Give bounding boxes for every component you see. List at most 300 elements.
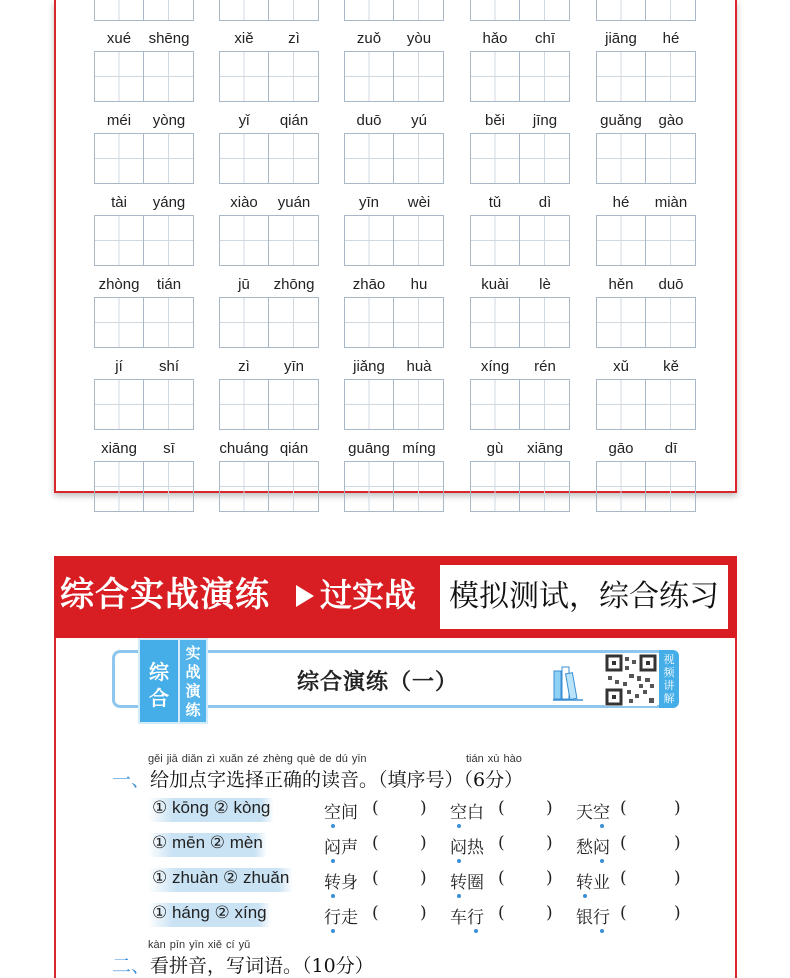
pinyin-syllable: tǔ	[488, 194, 502, 211]
tian-grid-box[interactable]	[470, 133, 520, 184]
tian-grid-box[interactable]	[520, 461, 570, 512]
pinyin-syllable: sī	[163, 440, 175, 457]
tian-grid-box[interactable]	[219, 133, 269, 184]
pinyin-syllable: zhòng	[98, 276, 140, 293]
video-tab-char: 讲	[663, 679, 675, 692]
answer-blank-open[interactable]: (	[620, 798, 627, 818]
writing-boxes[interactable]	[596, 379, 696, 430]
pinyin-syllable: rén	[534, 358, 556, 375]
word-item	[576, 903, 610, 928]
tian-grid-box[interactable]	[94, 215, 144, 266]
pinyin-syllable: xiào	[230, 194, 258, 211]
pinyin-syllable: wèi	[407, 194, 431, 211]
pinyin-label	[94, 274, 194, 296]
pinyin-syllable: gāo	[608, 440, 634, 457]
tian-grid-box[interactable]	[596, 51, 646, 102]
pinyin-label	[94, 28, 194, 50]
exercise-page	[54, 638, 737, 978]
tian-grid-box[interactable]	[94, 51, 144, 102]
pinyin-syllable: xué	[106, 30, 132, 47]
answer-blank-open[interactable]: (	[372, 868, 379, 888]
writing-boxes[interactable]	[219, 461, 319, 512]
tian-grid-box[interactable]	[269, 0, 319, 21]
pinyin-syllable: qián	[279, 440, 309, 457]
dotted-char: 转	[324, 873, 341, 893]
question2-heading	[112, 951, 374, 978]
tian-grid-box[interactable]	[596, 379, 646, 430]
word-char: 身	[341, 873, 358, 893]
tian-grid-box[interactable]	[596, 297, 646, 348]
pinyin-syllable: běi	[484, 112, 506, 129]
tian-grid-box[interactable]	[646, 215, 696, 266]
banner-subtitle: 过实战	[320, 576, 417, 614]
tian-grid-box[interactable]	[344, 297, 394, 348]
question1-number: 一、	[112, 769, 151, 791]
word-item	[324, 833, 358, 858]
tian-grid-box[interactable]	[94, 0, 144, 21]
tian-grid-box[interactable]	[219, 461, 269, 512]
writing-boxes[interactable]	[219, 51, 319, 102]
pinyin-syllable: yú	[411, 112, 427, 129]
pinyin-label	[344, 192, 444, 214]
ribbon-small-char: 实	[185, 644, 201, 662]
pinyin-syllable: xíng	[480, 358, 510, 375]
tian-grid-box[interactable]	[144, 297, 194, 348]
tian-grid-box[interactable]	[646, 51, 696, 102]
pinyin-syllable: yīn	[283, 358, 304, 375]
answer-blank-open[interactable]: (	[620, 833, 627, 853]
answer-blank-open[interactable]: (	[372, 903, 379, 923]
answer-blank-close[interactable]: )	[546, 903, 553, 923]
answer-blank-open[interactable]: (	[620, 868, 627, 888]
pinyin-syllable: hěn	[608, 276, 634, 293]
writing-boxes[interactable]	[596, 133, 696, 184]
dotted-char: 闷	[324, 838, 341, 858]
writing-boxes[interactable]	[94, 133, 194, 184]
pinyin-syllable: jū	[238, 276, 250, 293]
word-char: 业	[593, 873, 610, 893]
pinyin-syllable: duō	[658, 276, 684, 293]
worksheet-row	[56, 274, 735, 356]
word-char: 愁	[576, 838, 593, 858]
pinyin-syllable: yīn	[358, 194, 379, 211]
word-char: 天	[576, 803, 593, 823]
pinyin-label	[344, 274, 444, 296]
writing-boxes[interactable]	[219, 297, 319, 348]
writing-boxes[interactable]	[344, 379, 444, 430]
pinyin-syllable: zhāo	[352, 276, 386, 293]
dotted-char: 转	[576, 873, 593, 893]
pinyin-label	[94, 192, 194, 214]
tian-grid-box[interactable]	[94, 461, 144, 512]
pinyin-label	[344, 28, 444, 50]
pinyin-syllable: yòu	[406, 30, 432, 47]
pinyin-label	[596, 438, 696, 460]
pinyin-syllable: yòng	[152, 112, 186, 129]
tian-grid-box[interactable]	[646, 0, 696, 21]
pinyin-syllable: chuáng	[219, 440, 269, 457]
writing-boxes[interactable]	[344, 133, 444, 184]
dotted-char: 闷	[593, 838, 610, 858]
pinyin-syllable: shí	[158, 358, 179, 375]
pinyin-syllable: zuǒ	[356, 30, 382, 47]
tian-grid-box[interactable]	[646, 461, 696, 512]
video-tab-char: 视	[663, 653, 675, 666]
tian-grid-box[interactable]	[144, 215, 194, 266]
pinyin-syllable: xiāng	[527, 440, 563, 457]
tian-grid-box[interactable]	[219, 297, 269, 348]
pinyin-label	[219, 274, 319, 296]
tian-grid-box[interactable]	[94, 133, 144, 184]
tian-grid-box[interactable]	[394, 0, 444, 21]
pinyin-syllable: hé	[662, 30, 680, 47]
books-icon	[551, 663, 585, 703]
word-item	[450, 903, 484, 928]
pinyin-syllable: qián	[279, 112, 309, 129]
tian-grid-box[interactable]	[344, 461, 394, 512]
pinyin-syllable: méi	[106, 112, 132, 129]
tian-grid-box[interactable]	[646, 133, 696, 184]
tian-grid-box[interactable]	[394, 133, 444, 184]
tian-grid-box[interactable]	[596, 461, 646, 512]
tian-grid-box[interactable]	[144, 51, 194, 102]
answer-blank-open[interactable]: (	[372, 833, 379, 853]
banner-tagline: 模拟测试，综合练习	[440, 565, 728, 629]
pinyin-syllable: kuài	[481, 276, 509, 293]
writing-boxes[interactable]	[470, 0, 570, 21]
pinyin-syllable: jiǎng	[353, 358, 385, 375]
pinyin-label	[219, 192, 319, 214]
writing-boxes[interactable]	[596, 215, 696, 266]
question1-pinyin-fill: tián xù hào	[466, 753, 522, 765]
tian-grid-box[interactable]	[269, 51, 319, 102]
worksheet-row	[56, 356, 735, 438]
pinyin-label	[470, 192, 570, 214]
word-item	[450, 798, 484, 823]
tian-grid-box[interactable]	[596, 0, 646, 21]
word-item	[324, 868, 358, 893]
word-char: 声	[341, 838, 358, 858]
tian-grid-box[interactable]	[219, 51, 269, 102]
writing-boxes[interactable]	[219, 379, 319, 430]
word-char: 白	[467, 803, 484, 823]
dotted-char: 行	[467, 908, 484, 928]
pinyin-label	[344, 438, 444, 460]
pinyin-label	[219, 438, 319, 460]
pinyin-syllable: hǎo	[482, 30, 508, 47]
tian-grid-box[interactable]	[470, 215, 520, 266]
section-banner	[54, 556, 737, 638]
tian-grid-box[interactable]	[394, 379, 444, 430]
pinyin-syllable: shēng	[148, 30, 190, 47]
answer-blank-close[interactable]: )	[420, 868, 427, 888]
writing-boxes[interactable]	[470, 379, 570, 430]
tian-grid-box[interactable]	[520, 379, 570, 430]
tian-grid-box[interactable]	[269, 133, 319, 184]
pinyin-label	[470, 438, 570, 460]
pinyin-syllable: zì	[238, 358, 250, 375]
question2-pinyin: kàn pīn yīn xiě cí yǔ	[148, 939, 251, 951]
writing-boxes[interactable]	[470, 461, 570, 512]
worksheet-row	[56, 28, 735, 110]
option-row	[148, 868, 708, 898]
answer-blank-close[interactable]: )	[546, 868, 553, 888]
tian-grid-box[interactable]	[596, 215, 646, 266]
tian-grid-box[interactable]	[269, 215, 319, 266]
pinyin-label	[596, 110, 696, 132]
partial-row-top	[56, 0, 735, 20]
word-char: 走	[341, 908, 358, 928]
word-item	[576, 798, 610, 823]
pinyin-label	[219, 110, 319, 132]
word-item	[450, 868, 484, 893]
tian-grid-box[interactable]	[520, 0, 570, 21]
pinyin-label	[94, 438, 194, 460]
writing-boxes[interactable]	[344, 461, 444, 512]
exercise-title: 综合演练（一）	[297, 670, 459, 695]
ribbon-side	[180, 638, 208, 724]
word-char: 热	[467, 838, 484, 858]
writing-boxes[interactable]	[596, 297, 696, 348]
pinyin-syllable: tián	[156, 276, 182, 293]
option-row	[148, 833, 708, 863]
writing-boxes[interactable]	[596, 461, 696, 512]
tian-grid-box[interactable]	[646, 297, 696, 348]
writing-boxes[interactable]	[344, 215, 444, 266]
answer-blank-open[interactable]: (	[498, 833, 505, 853]
pinyin-syllable: yáng	[152, 194, 186, 211]
tian-grid-box[interactable]	[470, 297, 520, 348]
tian-grid-box[interactable]	[470, 0, 520, 21]
ribbon-small-char: 演	[185, 682, 201, 700]
pinyin-syllable: hu	[410, 276, 428, 293]
writing-boxes[interactable]	[94, 297, 194, 348]
reading-choices: ① zhuàn ② zhuǎn	[148, 868, 293, 892]
tian-grid-box[interactable]	[219, 215, 269, 266]
ribbon-small-char: 战	[185, 663, 201, 681]
banner-title: 综合实战演练	[60, 575, 270, 615]
tian-grid-box[interactable]	[520, 51, 570, 102]
question1-text: 给加点字选择正确的读音。（填序号）（6分）	[150, 769, 524, 791]
tian-grid-box[interactable]	[470, 379, 520, 430]
question2-number: 二、	[112, 955, 151, 977]
writing-boxes[interactable]	[219, 133, 319, 184]
tian-grid-box[interactable]	[344, 215, 394, 266]
writing-boxes[interactable]	[94, 0, 194, 21]
pinyin-syllable: yuán	[277, 194, 311, 211]
pinyin-label	[344, 356, 444, 378]
pinyin-syllable: miàn	[654, 194, 688, 211]
ribbon-char: 合	[149, 686, 169, 710]
answer-blank-open[interactable]: (	[498, 868, 505, 888]
pinyin-syllable: chī	[534, 30, 555, 47]
tian-grid-box[interactable]	[394, 215, 444, 266]
video-tab-char: 解	[663, 692, 675, 705]
pinyin-syllable: jiāng	[605, 30, 637, 47]
dotted-char: 空	[593, 803, 610, 823]
answer-blank-close[interactable]: )	[674, 868, 681, 888]
pinyin-label	[470, 274, 570, 296]
tian-grid-box[interactable]	[144, 461, 194, 512]
pinyin-syllable: duō	[356, 112, 382, 129]
tian-grid-box[interactable]	[269, 461, 319, 512]
writing-boxes[interactable]	[94, 215, 194, 266]
dotted-char: 行	[593, 908, 610, 928]
answer-blank-open[interactable]: (	[498, 903, 505, 923]
question2-text: 看拼音，写词语。（10分）	[150, 955, 374, 977]
dotted-char: 空	[324, 803, 341, 823]
pinyin-label	[470, 110, 570, 132]
word-item	[576, 833, 610, 858]
dotted-char: 闷	[450, 838, 467, 858]
pinyin-syllable: zhōng	[273, 276, 315, 293]
pinyin-syllable: huà	[406, 358, 432, 375]
pinyin-syllable: jí	[115, 358, 123, 375]
option-row	[148, 903, 708, 933]
tian-grid-box[interactable]	[394, 461, 444, 512]
answer-blank-close[interactable]: )	[420, 833, 427, 853]
reading-choices: ① mēn ② mèn	[148, 833, 267, 857]
pinyin-syllable: lè	[539, 276, 551, 293]
answer-blank-close[interactable]: )	[546, 833, 553, 853]
tian-grid-box[interactable]	[144, 0, 194, 21]
pinyin-label	[344, 110, 444, 132]
writing-boxes[interactable]	[470, 215, 570, 266]
ribbon-char: 综	[149, 660, 169, 684]
pinyin-syllable: hé	[612, 194, 630, 211]
answer-blank-close[interactable]: )	[674, 833, 681, 853]
tian-grid-box[interactable]	[520, 297, 570, 348]
pinyin-syllable: kě	[663, 358, 679, 375]
tian-grid-box[interactable]	[219, 379, 269, 430]
writing-boxes[interactable]	[94, 461, 194, 512]
word-item	[324, 798, 358, 823]
tian-grid-box[interactable]	[219, 0, 269, 21]
ribbon-main	[138, 638, 180, 724]
tian-grid-box[interactable]	[269, 379, 319, 430]
reading-choices: ① kōng ② kòng	[148, 798, 274, 822]
question1-pinyin: gěi jiā diǎn zì xuǎn zé zhèng què de dú yīn	[148, 753, 367, 765]
tian-grid-box[interactable]	[344, 51, 394, 102]
pinyin-label	[470, 28, 570, 50]
tian-grid-box[interactable]	[344, 133, 394, 184]
tian-grid-box[interactable]	[394, 51, 444, 102]
writing-boxes[interactable]	[344, 297, 444, 348]
word-item	[324, 903, 358, 928]
dotted-char: 空	[450, 803, 467, 823]
ribbon-small-char: 练	[185, 701, 201, 719]
worksheet-row	[56, 110, 735, 192]
pinyin-syllable: míng	[402, 440, 436, 457]
question1-heading	[112, 765, 523, 792]
play-arrow-icon	[296, 585, 314, 607]
pinyin-syllable: dī	[664, 440, 678, 457]
tian-grid-box[interactable]	[344, 0, 394, 21]
writing-boxes[interactable]	[470, 133, 570, 184]
tian-grid-box[interactable]	[144, 379, 194, 430]
pinyin-syllable: xiě	[234, 30, 254, 47]
writing-boxes[interactable]	[596, 51, 696, 102]
answer-blank-close[interactable]: )	[420, 798, 427, 818]
pinyin-syllable: dì	[538, 194, 552, 211]
dotted-char: 转	[450, 873, 467, 893]
tian-grid-box[interactable]	[394, 297, 444, 348]
word-char: 间	[341, 803, 358, 823]
qr-code-icon[interactable]	[605, 654, 657, 706]
tian-grid-box[interactable]	[470, 461, 520, 512]
pinyin-label	[94, 356, 194, 378]
writing-boxes[interactable]	[344, 0, 444, 21]
writing-boxes[interactable]	[94, 51, 194, 102]
answer-blank-close[interactable]: )	[546, 798, 553, 818]
pinyin-syllable: yǐ	[238, 112, 250, 129]
video-tab-char: 频	[663, 666, 675, 679]
tian-grid-box[interactable]	[646, 379, 696, 430]
pinyin-syllable: zì	[288, 30, 300, 47]
writing-boxes[interactable]	[94, 379, 194, 430]
answer-blank-open[interactable]: (	[620, 903, 627, 923]
worksheet-row	[56, 438, 735, 520]
writing-boxes[interactable]	[596, 0, 696, 21]
pinyin-syllable: xiāng	[101, 440, 137, 457]
pinyin-syllable: jīng	[532, 112, 558, 129]
tian-grid-box[interactable]	[520, 215, 570, 266]
tian-grid-box[interactable]	[144, 133, 194, 184]
pinyin-syllable: gào	[658, 112, 684, 129]
word-item	[576, 868, 610, 893]
tian-grid-box[interactable]	[269, 297, 319, 348]
pinyin-label	[596, 192, 696, 214]
writing-boxes[interactable]	[219, 215, 319, 266]
answer-blank-close[interactable]: )	[674, 903, 681, 923]
word-item	[450, 833, 484, 858]
pinyin-syllable: guǎng	[600, 112, 642, 129]
writing-boxes[interactable]	[470, 297, 570, 348]
reading-choices: ① háng ② xíng	[148, 903, 271, 927]
pinyin-syllable: guāng	[348, 440, 390, 457]
tian-grid-box[interactable]	[470, 51, 520, 102]
writing-boxes[interactable]	[219, 0, 319, 21]
tian-grid-box[interactable]	[596, 133, 646, 184]
word-char: 车	[450, 908, 467, 928]
answer-blank-open[interactable]: (	[498, 798, 505, 818]
word-char: 银	[576, 908, 593, 928]
pinyin-label	[94, 110, 194, 132]
writing-boxes[interactable]	[470, 51, 570, 102]
worksheet-row	[56, 192, 735, 274]
option-row	[148, 798, 708, 828]
tian-grid-box[interactable]	[94, 297, 144, 348]
pinyin-writing-worksheet	[54, 0, 737, 493]
answer-blank-close[interactable]: )	[420, 903, 427, 923]
answer-blank-close[interactable]: )	[674, 798, 681, 818]
writing-boxes[interactable]	[344, 51, 444, 102]
word-char: 圈	[467, 873, 484, 893]
pinyin-label	[219, 28, 319, 50]
pinyin-syllable: xǔ	[613, 358, 629, 375]
video-lecture-tab[interactable]	[659, 650, 679, 708]
answer-blank-open[interactable]: (	[372, 798, 379, 818]
tian-grid-box[interactable]	[344, 379, 394, 430]
pinyin-label	[219, 356, 319, 378]
pinyin-label	[596, 274, 696, 296]
pinyin-syllable: gù	[486, 440, 504, 457]
tian-grid-box[interactable]	[94, 379, 144, 430]
pinyin-syllable: tài	[111, 194, 127, 211]
pinyin-label	[596, 356, 696, 378]
tian-grid-box[interactable]	[520, 133, 570, 184]
dotted-char: 行	[324, 908, 341, 928]
